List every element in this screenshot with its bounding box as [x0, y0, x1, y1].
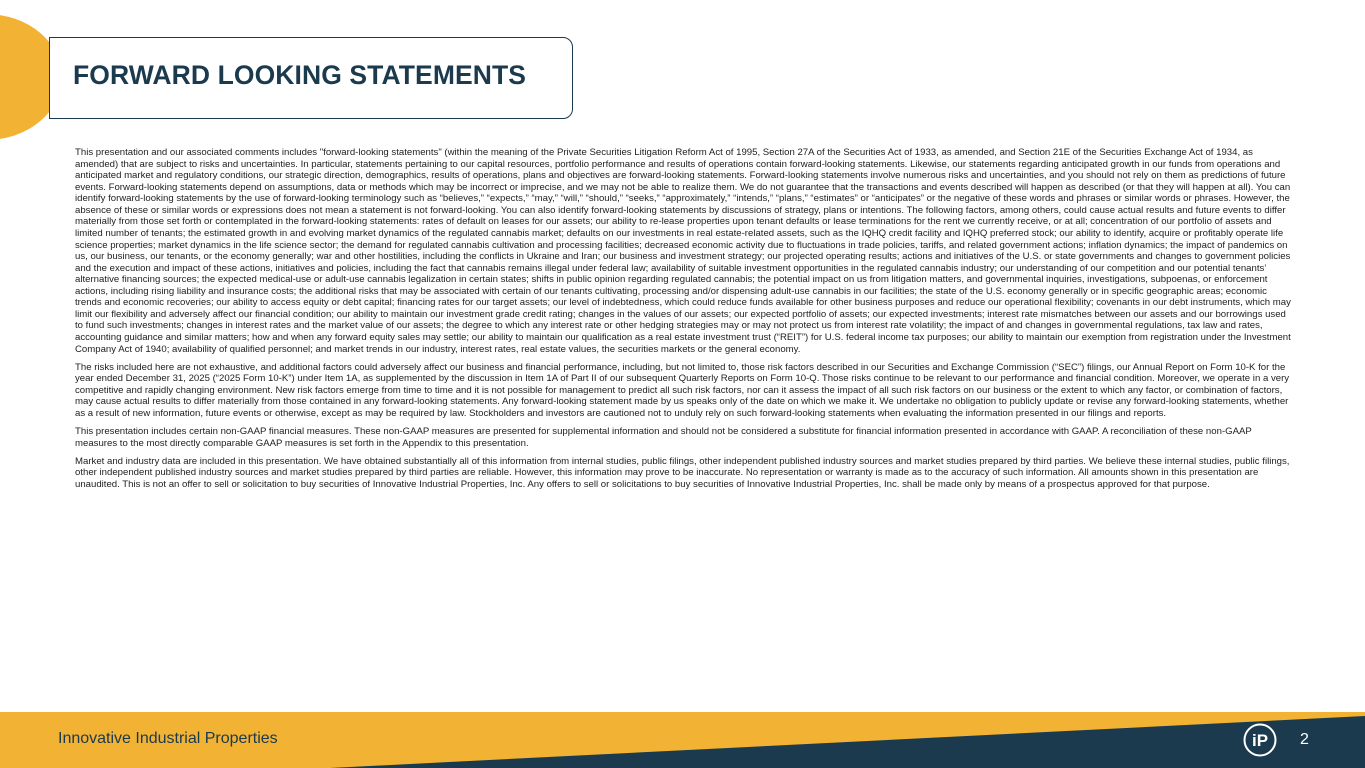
disclaimer-body [75, 147, 1291, 497]
paragraph-risks: The risks included here are not exhaustive, and additional factors could adversely affect our business and financial performance, including, but not limited to, those risk factors described in our Securities and Exchange Commission (“SEC”) filings, our Annual Report on Form 10-K for the year ended December 31, 2025 (“2025 Form 10-K”) under Item 1A, as supplemented by the discussion in Item 1A of Part II of our subsequent Quarterly Reports on Form 10-Q. Those risks continue to be relevant to our performance and financial condition. Moreover, we operate in a very competitive and rapidly changing environment. New risk factors emerge from time to time and it is not possible for management to predict all such risk factors, nor can it assess the impact of all such risk factors on our business or the extent to which any factor, or combination of factors, may cause actual results to differ materially from those contained in any forward-looking statements. Any forward-looking statement made by us speaks only of the date on which we make it. We undertake no obligation to publicly update or revise any forward-looking statements, whether as a result of new information, future events or otherwise, except as may be required by law. Stockholders and investors are cautioned not to unduly rely on such forward-looking statements when evaluating the information presented in our filings and reports. [75, 361, 1290, 419]
logo-text: iP [1251, 731, 1269, 750]
paragraph-market-data: Market and industry data are included in this presentation. We have obtained substantially all of this information from internal studies, public filings, other independent published industry sources and market studies prepared by third parties. We believe these internal studies, public filings, other independent published industry sources and market studies prepared by third parties are reliable. However, this information may prove to be inaccurate. No representation or warranty is made as to the accuracy of such information. All amounts shown in this presentation are unaudited. This is not an offer to sell or solicitation to buy securities of Innovative Industrial Properties, Inc. Any offers to sell or solicitations to buy securities of Innovative Industrial Properties, Inc. shall be made only by means of a prospectus approved for that purpose. [75, 455, 1290, 490]
page-number: 2 [1300, 731, 1309, 748]
page-title: FORWARD LOOKING STATEMENTS [73, 60, 527, 90]
title-box [49, 37, 573, 119]
paragraph-non-gaap: This presentation includes certain non-GAAP financial measures. These non-GAAP measures are presented for supplemental information and should not be considered a substitute for financial information presented in accordance with GAAP. A reconciliation of these non-GAAP measures to the most directly comparable GAAP measures is set forth in the Appendix to this presentation. [75, 425, 1252, 449]
footer-company-name: Innovative Industrial Properties [58, 730, 278, 747]
company-logo-icon [1243, 723, 1277, 757]
paragraph-forward-looking: This presentation and our associated comments includes "forward-looking statements" (within the meaning of the Private Securities Litigation Reform Act of 1995, Section 27A of the Securities Act of 1933, as amended, and Section 21E of the Securities Exchange Act of 1934, as amended) that are subject to risks and uncertainties. In particular, statements pertaining to our capital resources, portfolio performance and results of operations contain forward-looking statements. Likewise, our statements regarding anticipated growth in our funds from operations and anticipated market and regulatory conditions, our strategic direction, demographics, results of operations, plans and objectives are forward-looking statements. Forward-looking statements involve numerous risks and uncertainties, and you should not rely on them as predictions of future events. Forward-looking statements depend on assumptions, data or methods which may be incorrect or imprecise, and we may not be able to realize them. We do not guarantee that the transactions and events described will happen as described (or that they will happen at all). You can identify forward-looking statements by the use of forward-looking terminology such as “believes,” “expects,” “may,” “will,” “should,” “seeks,” “approximately,” “intends,” “plans,” “estimates” or “anticipates” or the negative of these words and phrases or similar words or phrases. However, the absence of these or similar words or expressions does not mean a statement is not forward-looking. You can also identify forward-looking statements by discussions of strategy, plans or intentions. The following factors, among others, could cause actual results and future events to differ materially from those set forth or contemplated in the forward-looking statements: rates of default on leases for our assets; our ability to re-lease properties upon tenant defaults or lease terminations for the rent we currently receive, or at all; concentration of our portfolio of assets and limited number of tenants; the estimated growth in and evolving market dynamics of the regulated cannabis market; defaults on our investments in real estate-related assets, such as the IQHQ credit facility and IQHQ preferred stock; our ability to identify, acquire or profitably operate life science properties; market dynamics in the life science sector; the demand for regulated cannabis cultivation and processing facilities; decreased economic activity due to fluctuations in trade policies, tariffs, and related government actions; inflation dynamics; the impact of pandemics on us, our business, our tenants, or the economy generally; war and other hostilities, including the conflicts in Ukraine and Iran; our business and investment strategy; our projected operating results; actions and initiatives of the U.S. or state governments and changes to government policies and the execution and impact of these actions, initiatives and policies, including the fact that cannabis remains illegal under federal law; availability of suitable investment opportunities in the regulated cannabis industry; our understanding of our competition and our potential tenants’ alternative financing sources; the expected medical-use or adult-use cannabis legalization in certain states; shifts in public opinion regarding regulated cannabis; the potential impact on us from litigation matters, and governmental inquiries, investigations, subpoenas, or enforcement actions, including rising liability and insurance costs; the additional risks that may be associated with certain of our tenants cultivating, processing and/or dispensing adult-use cannabis in our facilities; the state of the U.S. economy generally or in specific geographic areas; economic trends and economic recoveries; our ability to access equity or debt capital; financing rates for our target assets; our level of indebtedness, which could reduce funds available for other business purposes and reduce our operational flexibility; covenants in our debt instruments, which may limit our flexibility and adversely affect our financial condition; our ability to maintain our investment grade credit rating; changes in the values of our assets; our expected portfolio of assets; our expected investments; interest rate mismatches between our assets and our borrowings used to fund such investments; changes in interest rates and the market value of our assets; the degree to which any interest rate or other hedging strategies may or may not protect us from interest rate volatility; the impact of and changes in governmental regulations, tax law and rates, accounting guidance and similar matters; how and when any forward equity sales may settle; our ability to maintain our qualification as a real estate investment trust (“REIT”) for U.S. federal income tax purposes; our ability to maintain our exemption from registration under the Investment Company Act of 1940; availability of qualified personnel; and market trends in our industry, interest rates, real estate values, the securities markets or the general economy. [75, 147, 1291, 355]
